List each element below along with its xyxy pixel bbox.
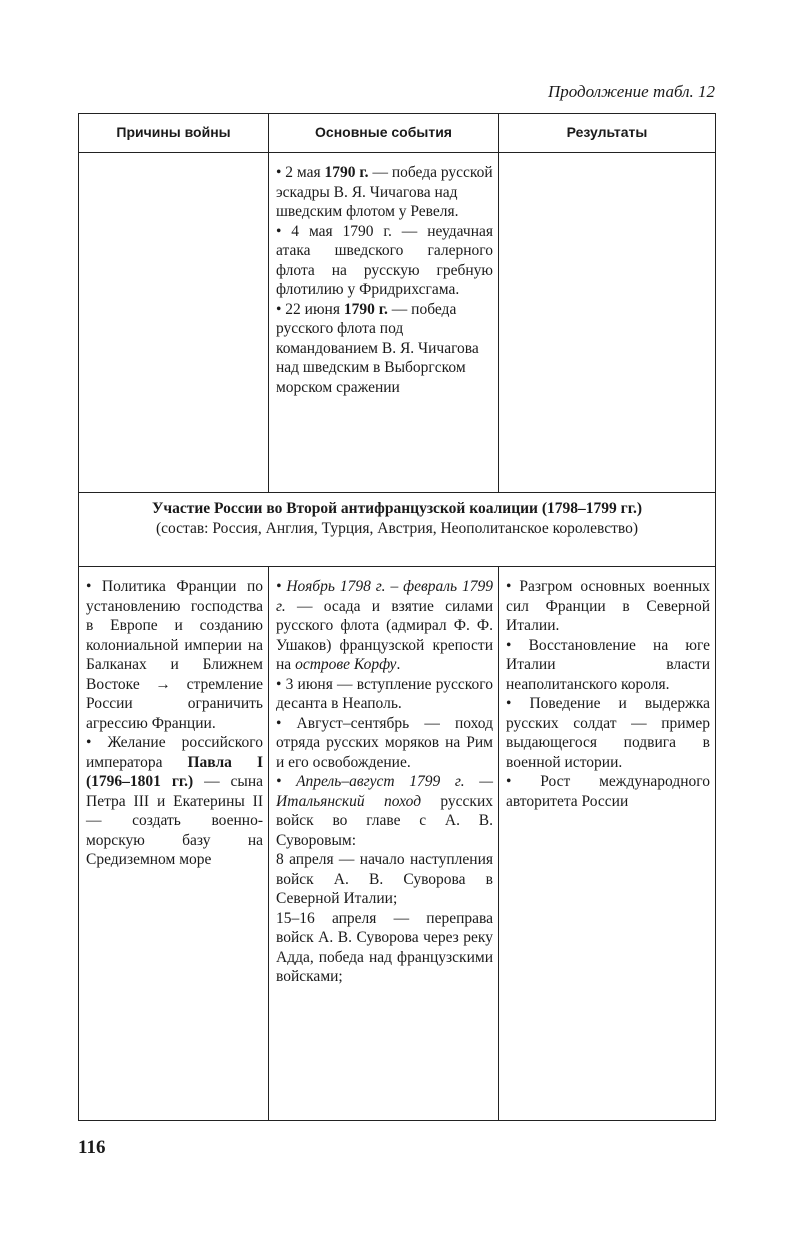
cell-events-1 — [269, 153, 499, 493]
history-table — [78, 113, 716, 1121]
event-item: • Ноябрь 1798 г. – февраль 1799 г. — осада и взятие силами русского флота (адмирал Ф. Ф. Ушаков) французской крепости на острове Корфу. — [276, 578, 493, 673]
cell-events-2 — [269, 567, 499, 1121]
header-causes: Причины войны — [79, 114, 269, 153]
event-item: • 22 июня 1790 г. — победа русского флота под командованием В. Я. Чичагова над шведским в Выборгском морском сражении — [276, 300, 479, 396]
result-item: • Разгром основных военных сил Франции в Северной Италии. — [506, 578, 710, 634]
result-item: • Рост международного авторитета России — [506, 773, 710, 810]
table-row — [79, 567, 716, 1121]
result-item: • Поведение и выдержка русских солдат — пример выдающегося подвига в военной истории. — [506, 695, 710, 771]
event-item: • 3 июня — вступление русского десанта в Неаполь. — [276, 675, 493, 712]
cause-item: • Политика Франции по установлению господства в Европе и созданию колониальной империи на Балканах и Ближнем Востоке → стремление России ограничить агрессию Франции. — [86, 578, 263, 732]
header-events: Основные события — [269, 114, 499, 153]
event-item: 8 апреля — начало наступления войск А. В. Суворова в Северной Италии; — [276, 851, 493, 907]
page-number: 116 — [78, 1137, 106, 1158]
cell-causes-2 — [79, 567, 269, 1121]
event-item: • 2 мая 1790 г. — победа русской эскадры В. Я. Чичагова над шведским флотом у Ревеля. — [276, 164, 493, 220]
table-caption: Продолжение табл. 12 — [547, 82, 715, 101]
event-item: • Апрель–август 1799 г. — Итальянский поход русских войск во главе с А. В. Суворовым: — [276, 773, 493, 849]
table-row — [79, 153, 716, 493]
cell-results-1 — [499, 153, 716, 493]
header-results: Результаты — [499, 114, 716, 153]
result-item: • Восстановление на юге Италии власти неаполитанского короля. — [506, 636, 710, 693]
section-row — [79, 493, 716, 567]
section-subtitle: (состав: Россия, Англия, Турция, Австрия, Неополитанское королевство) — [155, 520, 639, 537]
section-title: Участие России во Второй антифранцузской коалиции (1798–1799 гг.) — [151, 500, 643, 517]
table-header-row — [79, 114, 716, 153]
event-item: • 4 мая 1790 г. — неудачная атака шведского галерного флота на русскую гребную флотилию у Фридрихсгама. — [276, 222, 493, 298]
cause-item: • Желание российского императора Павла I (1796–1801 гг.) — сына Петра III и Екатерины II — создать военно-морскую базу на Средиземном море — [86, 734, 264, 868]
event-item: • Август–сентябрь — поход отряда русских моряков на Рим и его освобождение. — [276, 714, 493, 771]
event-item: 15–16 апреля — переправа войск А. В. Суворова через реку Адда, победа над французскими войсками; — [276, 909, 493, 985]
section-header — [79, 493, 716, 567]
cell-causes-1 — [79, 153, 269, 493]
cell-results-2 — [499, 567, 716, 1121]
